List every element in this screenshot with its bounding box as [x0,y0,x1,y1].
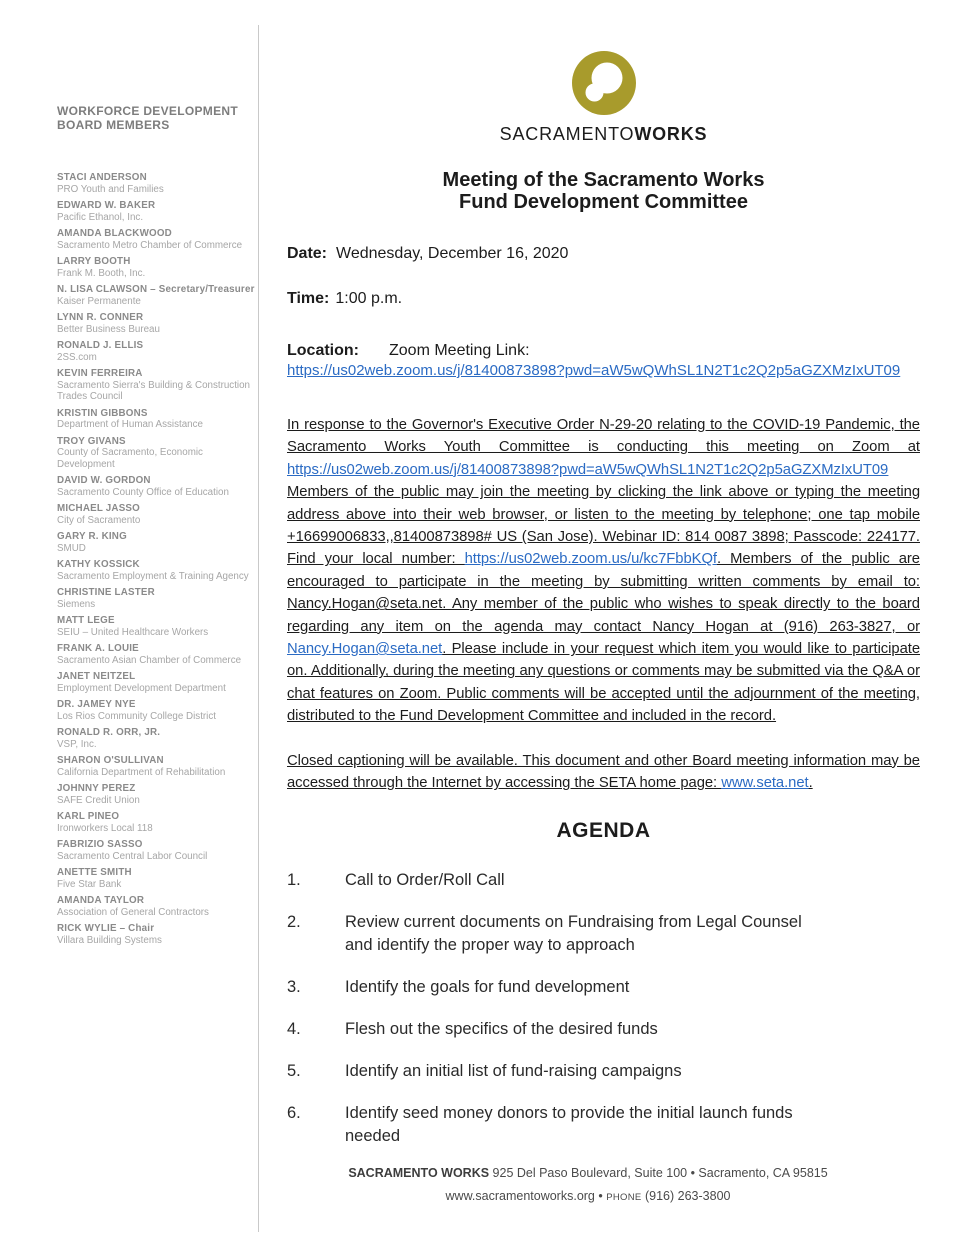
logo-wordmark [287,124,920,145]
board-member [57,727,255,750]
inline-link[interactable]: Nancy.Hogan@seta.net [287,641,443,658]
board-member [57,200,255,223]
member-name: KEVIN FERREIRA [57,368,143,379]
member-name: MICHAEL JASSO [57,503,140,514]
board-member [57,284,255,307]
member-organization: Association of General Contractors [57,906,209,918]
board-member [57,256,255,279]
member-organization: County of Sacramento, Economic Development [57,447,203,470]
member-name: STACI ANDERSON [57,172,147,183]
text-segment: . Please include in your request which item you would like to participate on. Additionally, during the meeting any questions or comments may be submitted via the Q&A or chat features on Zoom. Public comments will be accepted until the adjournment of the meeting, distributed to the Fund Development Committee and included in the record. [287,641,920,725]
board-member [57,755,255,778]
member-organization: Sacramento Sierra's Building & Construction Trades Council [57,379,251,402]
agenda-item-text: Review current documents on Fundraising from Legal Counsel and identify the proper way to approach [345,912,802,954]
board-member [57,867,255,890]
agenda-item [287,1018,920,1041]
text-segment: PHONE [606,1192,642,1203]
member-organization: Ironworkers Local 118 [57,822,153,834]
time-value: 1:00 p.m. [335,290,403,307]
member-organization: Sacramento Central Labor Council [57,850,208,862]
board-member [57,699,255,722]
member-organization: Kaiser Permanente [57,295,141,307]
agenda-item [287,1102,920,1148]
board-member [57,340,255,363]
agenda-item-number: 4. [287,1019,301,1038]
board-member [57,839,255,862]
member-name: JANET NEITZEL [57,671,136,682]
member-organization: SMUD [57,542,86,554]
member-name: EDWARD W. BAKER [57,200,156,211]
member-name: FABRIZIO SASSO [57,839,143,850]
member-name: RICK WYLIE – Chair [57,923,155,934]
board-member [57,368,255,403]
zoom-link-row [287,362,920,379]
member-name: RONALD J. ELLIS [57,340,144,351]
agenda-item-text: Call to Order/Roll Call [345,870,505,889]
member-name: SHARON O'SULLIVAN [57,755,164,766]
main-content [287,0,920,1167]
vertical-divider [258,25,259,1232]
covid-notice-paragraph [287,414,920,728]
agenda-list [287,869,920,1148]
text-segment: www.sacramentoworks.org • [445,1189,607,1203]
agenda-item [287,869,920,892]
logo-wordmark-bold: WORKS [634,124,708,144]
meeting-title-line1: Meeting of the Sacramento Works [442,169,765,191]
member-organization: City of Sacramento [57,514,141,526]
time-row [287,290,920,308]
board-member [57,615,255,638]
member-organization: Five Star Bank [57,878,122,890]
text-segment: SACRAMENTO WORKS [348,1166,490,1180]
agenda-item-number: 3. [287,977,301,996]
member-organization: Better Business Bureau [57,323,160,335]
member-organization: 2SS.com [57,351,97,363]
member-organization: VSP, Inc. [57,738,97,750]
agenda-item [287,911,920,957]
member-organization: Frank M. Booth, Inc. [57,267,146,279]
member-name: RONALD R. ORR, JR. [57,727,161,738]
board-member [57,783,255,806]
time-label: Time: [287,290,330,307]
location-label: Location: [287,342,359,359]
closed-captioning-paragraph [287,750,920,795]
member-name: DAVID W. GORDON [57,475,151,486]
board-member [57,559,255,582]
board-member [57,312,255,335]
member-name: LARRY BOOTH [57,256,131,267]
member-organization: Employment Development Department [57,682,226,694]
date-row [287,245,920,263]
sacramento-works-logo [287,50,920,145]
board-member [57,587,255,610]
member-organization: Villara Building Systems [57,934,162,946]
member-organization: Los Rios Community College District [57,710,216,722]
board-member [57,503,255,526]
date-value: Wednesday, December 16, 2020 [336,245,569,262]
agenda-item-text: Identify an initial list of fund-raising campaigns [345,1061,682,1080]
board-member [57,436,255,471]
member-organization: Pacific Ethanol, Inc. [57,211,144,223]
member-organization: Sacramento Metro Chamber of Commerce [57,239,243,251]
member-name: ANETTE SMITH [57,867,132,878]
footer-contact-line [287,1189,889,1203]
text-segment: (916) 263-3800 [641,1189,731,1203]
member-organization: Sacramento County Office of Education [57,486,229,498]
footer-address-line [287,1166,889,1181]
board-member [57,811,255,834]
board-member [57,643,255,666]
member-name: N. LISA CLAWSON – Secretary/Treasurer [57,284,255,295]
agenda-item-text: Identify seed money donors to provide the initial launch funds needed [345,1103,793,1145]
meeting-title-line2: Fund Development Committee [459,191,748,213]
board-members-sidebar [57,104,255,951]
member-name: KRISTIN GIBBONS [57,407,148,419]
member-name: KARL PINEO [57,811,120,822]
text-segment: Closed captioning will be available. This document and other Board meeting information may be accessed through the Internet by accessing the SETA home page: [287,752,920,792]
member-name: CHRISTINE LASTER [57,587,155,598]
board-member [57,408,255,431]
board-member [57,531,255,554]
member-name: KATHY KOSSICK [57,559,140,570]
member-organization: Sacramento Employment & Training Agency [57,570,249,582]
agenda-item-number: 6. [287,1103,301,1122]
text-segment: Members of the public may join the meeting by clicking the link above or typing the meeting address above into their web browser, or listen to the meeting by telephone; one tap mobile +16699006833,,81400873898# US (San Jose). Webinar ID: 814 0087 3898; Passcode: 224177. Find your local number: [287,484,920,568]
zoom-meeting-link[interactable]: https://us02web.zoom.us/j/81400873898?pwd=aW5wQWhSL1N2T1c2Q2p5aGZXMzIxUT09 [287,362,901,379]
inline-link[interactable]: https://us02web.zoom.us/u/kc7FbbKQf [464,551,717,568]
member-name: GARY R. KING [57,531,127,542]
agenda-item-number: 5. [287,1061,301,1080]
location-value: Zoom Meeting Link: [389,342,530,359]
agenda-item [287,1060,920,1083]
text-segment: . [808,775,813,792]
text-segment: 925 Del Paso Boulevard, Suite 100 • Sacramento, CA 95815 [489,1166,828,1180]
agenda-item-text: Identify the goals for fund development [345,977,630,996]
member-name: DR. JAMEY NYE [57,699,136,710]
member-name: FRANK A. LOUIE [57,643,139,654]
board-member [57,172,255,195]
member-organization: SEIU – United Healthcare Workers [57,626,209,638]
logo-wordmark-regular: SACRAMENTO [499,124,635,144]
member-name: AMANDA BLACKWOOD [57,228,172,239]
member-organization: California Department of Rehabilitation [57,766,226,778]
agenda-item-text: Flesh out the specifics of the desired funds [345,1019,658,1038]
agenda-item [287,976,920,999]
agenda-item-number: 1. [287,870,301,889]
member-organization: SAFE Credit Union [57,794,140,806]
agenda-heading: AGENDA [556,818,651,842]
page-footer [287,1166,889,1203]
member-organization: Department of Human Assistance [57,419,203,430]
meeting-title [287,169,920,213]
member-name: LYNN R. CONNER [57,312,144,323]
board-member [57,228,255,251]
board-member [57,923,255,946]
member-name: TROY GIVANS [57,435,126,447]
board-member [57,671,255,694]
board-members-list [57,172,255,946]
inline-link[interactable]: www.seta.net [721,775,809,792]
member-name: JOHNNY PEREZ [57,783,136,794]
member-name: AMANDA TAYLOR [57,895,145,906]
agenda-item-number: 2. [287,912,301,931]
board-member [57,475,255,498]
date-label: Date: [287,245,328,262]
board-member [57,895,255,918]
logo-ring-icon [571,50,637,116]
inline-link[interactable]: https://us02web.zoom.us/j/81400873898?pwd=aW5wQWhSL1N2T1c2Q2p5aGZXMzIxUT09 [287,461,889,478]
location-row [287,342,920,360]
sidebar-heading: WORKFORCE DEVELOPMENT BOARD MEMBERS [57,104,238,132]
member-organization: Sacramento Asian Chamber of Commerce [57,654,242,666]
text-segment: In response to the Governor's Executive Order N-29-20 relating to the COVID-19 Pandemic, the Sacramento Works Youth Committee is conducting this meeting on Zoom at [287,417,920,456]
member-organization: PRO Youth and Families [57,183,164,195]
member-name: MATT LEGE [57,615,115,626]
text-segment: . Members of the public are encouraged to participate in the meeting by submitting written comments by email to: Nancy.Hogan@seta.net. Any member of the public who wishes to speak directly to the board regarding any item on the agenda may contact Nancy Hogan at (916) 263-3827, or [287,551,920,635]
member-organization: Siemens [57,598,96,610]
